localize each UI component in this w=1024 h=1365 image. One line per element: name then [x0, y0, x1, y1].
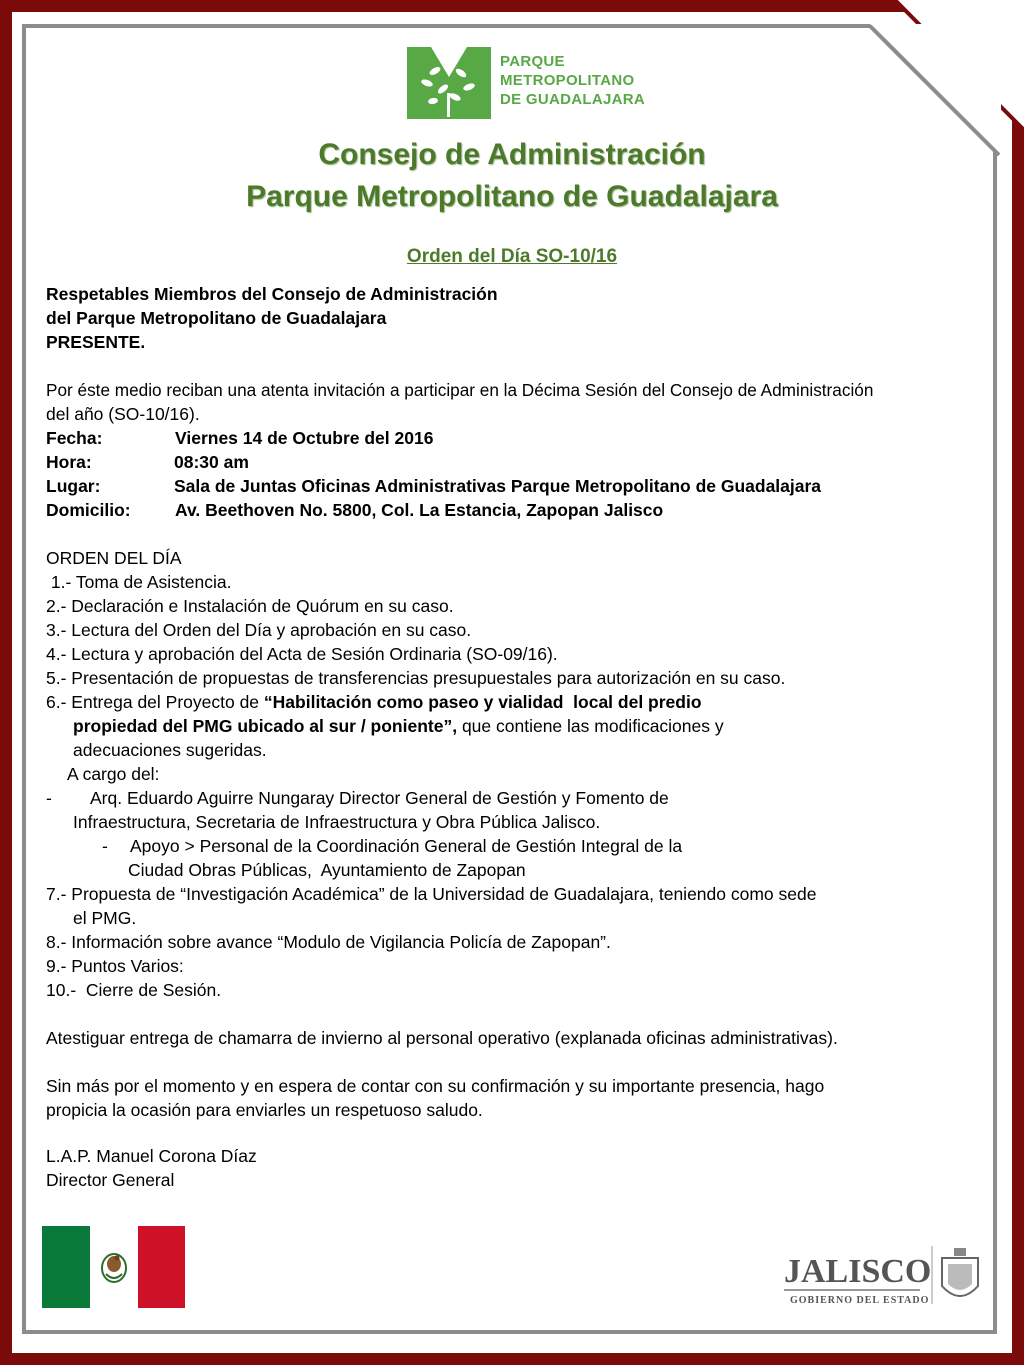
logo-wordmark [500, 52, 645, 109]
agenda-item-6-project-name-cont: propiedad del PMG ubicado al sur / poniente”, [73, 716, 458, 736]
agenda-cargo-heading: A cargo del: [67, 764, 160, 784]
signature-name: L.A.P. Manuel Corona Díaz [46, 1146, 257, 1166]
salutation-line-3: PRESENTE. [46, 332, 146, 352]
logo-line-3: DE GUADALAJARA [500, 91, 646, 108]
page-title-line-1: Consejo de Administración [318, 138, 706, 171]
lugar-label: Lugar: [46, 476, 101, 496]
cargo-bullet-1: - [46, 788, 52, 808]
agenda-heading: ORDEN DEL DÍA [46, 548, 182, 568]
agenda-item-6-project-name: “Habilitación como paseo y vialidad local del predio [263, 692, 702, 712]
invitation-line-1: Por éste medio reciban una atenta invitación a participar en la Décima Sesión del Consejo de Administración [46, 380, 874, 400]
agenda-item-8: 8.- Información sobre avance “Modulo de Vigilancia Policía de Zapopan”. [46, 932, 611, 952]
fecha-label: Fecha: [46, 428, 103, 448]
agenda-item-6-line-3: adecuaciones sugeridas. [73, 740, 267, 760]
salutation-line-1: Respetables Miembros del Consejo de Administración [46, 284, 498, 304]
logo-line-1: PARQUE [500, 53, 565, 70]
hora-value: 08:30 am [174, 452, 249, 472]
hora-label: Hora: [46, 452, 92, 472]
agenda-item-6-text: que contiene las modificaciones y [457, 716, 724, 736]
agenda-item-3: 3.- Lectura del Orden del Día y aprobación en su caso. [46, 620, 472, 640]
closing-line-1: Sin más por el momento y en espera de contar con su confirmación y su importante presencia, hago [46, 1076, 825, 1096]
cargo-support-line-2: Ciudad Obras Públicas, Ayuntamiento de Zapopan [128, 860, 526, 880]
agenda-item-1: 1.- Toma de Asistencia. [46, 572, 232, 592]
page-title-line-2: Parque Metropolitano de Guadalajara [246, 180, 778, 213]
domicilio-value: Av. Beethoven No. 5800, Col. La Estancia, Zapopan Jalisco [175, 500, 664, 520]
agenda-item-2: 2.- Declaración e Instalación de Quórum en su caso. [46, 596, 454, 616]
agenda-item-5: 5.- Presentación de propuestas de transferencias presupuestales para autorización en su caso. [46, 668, 786, 688]
note-text: Atestiguar entrega de chamarra de invierno al personal operativo (explanada oficinas administrativas). [46, 1028, 838, 1048]
signature-role: Director General [46, 1170, 175, 1190]
agenda-item-9: 9.- Puntos Varios: [46, 956, 184, 976]
closing-line-2: propicia la ocasión para enviarles un respetuoso saludo. [46, 1100, 483, 1120]
fecha-value: Viernes 14 de Octubre del 2016 [175, 428, 434, 448]
cargo-bullet-2: - [102, 836, 108, 856]
agenda-item-6-line-2 [73, 714, 724, 738]
logo-line-2: METROPOLITANO [500, 72, 635, 89]
jalisco-government-logo [782, 1240, 982, 1308]
agenda-reference: Orden del Día SO-10/16 [406, 246, 618, 267]
agenda-item-6-prefix: 6.- Entrega del Proyecto de [46, 692, 264, 712]
domicilio-label: Domicilio: [46, 500, 131, 520]
cargo-support-line-1: Apoyo > Personal de la Coordinación General de Gestión Integral de la [130, 836, 683, 856]
invitation-line-2: del año (SO-10/16). [46, 404, 200, 424]
salutation-line-2: del Parque Metropolitano de Guadalajara [46, 308, 387, 328]
agenda-item-7-line-2: el PMG. [73, 908, 137, 928]
cargo-person-line-1: Arq. Eduardo Aguirre Nungaray Director General de Gestión y Fomento de [90, 788, 669, 808]
gobierno-del-estado-text: GOBIERNO DEL ESTADO [790, 1295, 930, 1306]
agenda-item-6-line-1 [46, 690, 702, 714]
mexico-flag-icon [42, 1226, 185, 1308]
agenda-item-7-line-1: 7.- Propuesta de “Investigación Académica” de la Universidad de Guadalajara, teniendo como sede [46, 884, 817, 904]
cargo-person-line-2: Infraestructura, Secretaria de Infraestructura y Obra Pública Jalisco. [73, 812, 601, 832]
agenda-item-10: 10.- Cierre de Sesión. [46, 980, 222, 1000]
agenda-item-4: 4.- Lectura y aprobación del Acta de Sesión Ordinaria (SO-09/16). [46, 644, 558, 664]
jalisco-wordmark: JALISCO [784, 1253, 932, 1290]
lugar-value: Sala de Juntas Oficinas Administrativas Parque Metropolitano de Guadalajara [174, 476, 822, 496]
